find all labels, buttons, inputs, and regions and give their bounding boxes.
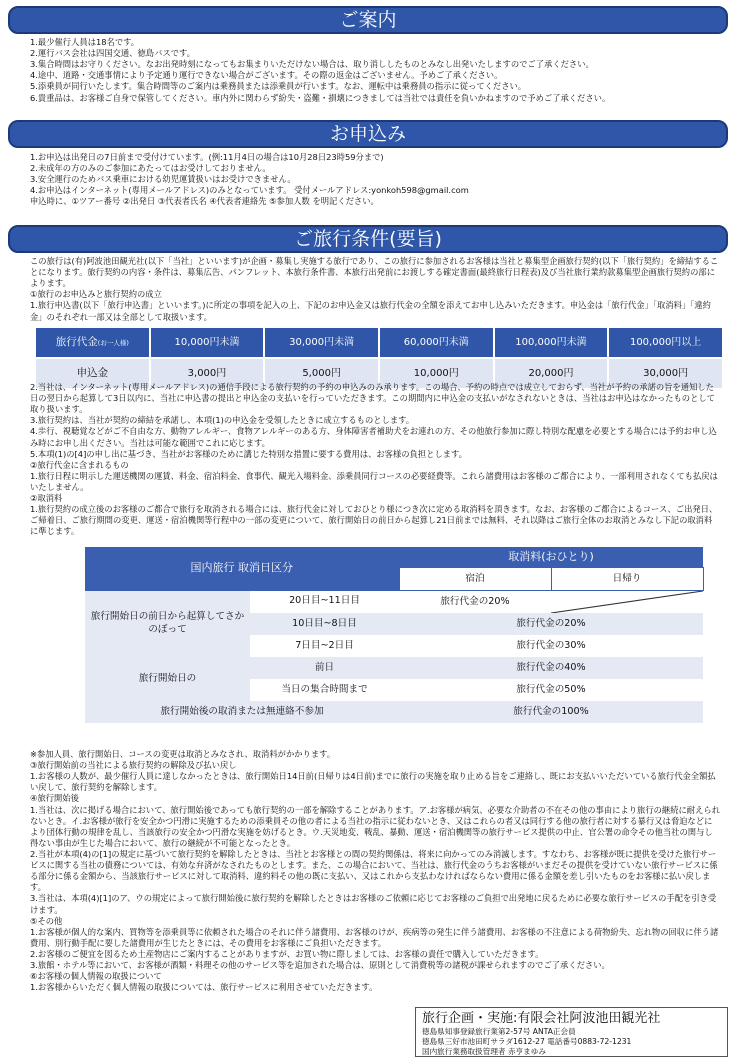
terms-after (30, 749, 720, 993)
cancel-fee: 旅行代金の20% (399, 591, 551, 614)
terms-intro (30, 256, 720, 323)
deposit-cell: 30,000円 (608, 358, 723, 389)
price-cell: 100,000円以上 (608, 327, 723, 358)
terms-paragraph: 1.旅行日程に明示した運送機関の運賃、料金、宿泊料金、食事代、観光入場料金、添乗員同行コースの必要経費等。これら諸費用はお客様のご都合により、一部利用されなくても払戻はいたしません。 (30, 470, 718, 492)
cancel-fee: 旅行代金の40% (399, 657, 703, 679)
deposit-row-label: 申込金 (35, 358, 150, 389)
diagonal-line-icon (551, 591, 703, 613)
guide-item: 2.運行バス会社は四国交通、徳島バスです。 (30, 48, 195, 59)
terms-heading: ②旅行代金に含まれるもの (30, 459, 129, 470)
cancel-group-day: 旅行開始日の (85, 657, 250, 701)
cancel-period: 20日目~11日目 (250, 591, 399, 614)
terms-paragraph: 1.お客様が個人的な案内、買物等を添乗員等に依頼された場合のそれに伴う諸費用、お客様のけが、疾病等の発生に伴う諸費用、お客様の不注意による荷物紛失、忘れ物の回収に伴う諸費用、別行動手配に要した諸費用が生じたときには、その費用をお客様にご負担いただきます。 (30, 926, 719, 948)
guide-item: 1.最少催行人員は18名です。 (30, 37, 140, 47)
price-cell: 100,000円未満 (494, 327, 609, 358)
apply-list (30, 152, 720, 208)
deposit-cell: 20,000円 (494, 358, 609, 389)
terms-banner (8, 225, 728, 253)
cancel-sub-day: 日帰り (551, 568, 703, 591)
company-name: 旅行企画・実施:有限会社阿波池田観光社 (422, 1011, 661, 1026)
cancel-period: 前日 (250, 657, 399, 679)
guide-list (30, 37, 720, 104)
guide-item: 6.貴重品は、お客様ご自身で保管してください。車内外に関わらず紛失・盗難・損壊につきましては当社では責任を負いかねますので予めご了承ください。 (30, 92, 611, 103)
terms-paragraph: 1.当社は、次に掲げる場合において、旅行開始後であっても旅行契約の一部を解除することがあります。ア.お客様が病気、必要な介助者の不在その他の事由により旅行の継続に耐えられないとき。イ.お客様が旅行を安全かつ円滑に実施するための添乗員その他の者による当社の指示に従わないとき、又はこれらの者又は同行する他の旅行者に対する暴行又は脅迫などにより団体行動の規律を乱し、当該旅行の安全かつ円滑な実施を妨げるとき。ウ.天災地変、戦乱、暴動、運送・宿泊機関等の旅行サービス提供の中止、官公署の命令その他当社の関与し得ない事由が生じた場合において、旅行の継続が不可能となったとき。 (30, 804, 720, 848)
cancel-period: 10日目~8日目 (250, 613, 399, 635)
price-cell: 10,000円未満 (150, 327, 265, 358)
deposit-cell: 10,000円 (379, 358, 494, 389)
terms-note: ※参加人員、旅行開始日、コースの変更は取消とみなされ、取消料がかかります。 (30, 749, 336, 759)
company-address: 徳島県三好市池田町サラダ1612-27 電話番号0883-72-1231 (422, 1037, 632, 1046)
guide-item: 5.添乗員が同行いたします。集合時間等のご案内は乗務員または添乗員が行います。なお、運転中は乗務員の指示に従ってください。 (30, 81, 527, 92)
price-cell: 60,000円未満 (379, 327, 494, 358)
cancellation-fee-table (85, 547, 704, 723)
terms-heading: ⑤その他 (30, 915, 63, 926)
terms-paragraph: 5.本項(1)の[4]の申し出に基づき、当社がお客様のために講じた特別な措置に要する費用は、お客様の負担とします。 (30, 448, 467, 459)
company-info-box (415, 1007, 728, 1057)
terms-paragraph: 1.旅行契約の成立後のお客様のご都合で旅行を取消される場合には、旅行代金に対しておひとり様につき次に定める取消料を頂きます。なお、お客様のご都合によるコース、ご出発日、ご帰着日、ご旅行期間の変更、運送・宿泊機関等行程中の一部の変更について、旅行開始日の前日から起算し21日前までは無料、それ以降はご旅行全体のお取消とみなし下記の取消料に準じます。 (30, 504, 718, 537)
deposit-cell: 3,000円 (150, 358, 265, 389)
company-manager: 国内旅行業務取扱管理者 赤亨まゆみ (422, 1047, 546, 1056)
price-row-label-note: (お一人様) (97, 339, 129, 348)
guide-item: 3.集合時間はお守りください。なお出発時刻になってもお集まりいただけない場合は、取り消ししたものとみなし出発いたしますのでご了承ください。 (30, 59, 594, 70)
guide-banner (8, 6, 728, 34)
terms-heading: ③旅行開始前の当社による旅行契約の解除及び払い戻し (30, 760, 237, 771)
apply-item: 1.お申込は出発日の7日前まで受付けています。(例:11月4日の場合は10月28日23時59分まで) (30, 152, 384, 162)
terms-paragraph: この旅行は(有)阿波池田観光社(以下「当社」といいます)が企画・募集し実施する旅行であり、この旅行に参加されるお客様は当社と募集型企画旅行契約(以下「旅行契約」を締結することになります。旅行契約の内容・条件は、募集広告、パンフレット、本旅行条件書、本旅行出発前にお渡しする確定書面(最終旅行日程表)及び当社旅行業約款募集型企画旅行契約の部によります。 (30, 256, 719, 289)
price-row-label: 旅行代金(お一人様) (35, 327, 150, 358)
terms-paragraph: 1.お客様の人数が、最少催行人員に達しなかったときは、旅行開始日14日前(日帰りは4日前)までに旅行の実施を取り止める旨をご連絡し、既にお支払いいただいている旅行代金全額払い戻して、旅行契約を解除します。 (30, 771, 716, 793)
guide-item: 4.途中、道路・交通事情により予定通り運行できない場合がございます。その際の返金はございません。予めご了承ください。 (30, 70, 503, 81)
guide-title: ご案内 (339, 9, 397, 31)
terms-paragraph: 3.旅行契約は、当社が契約の締結を承諾し、本項(1)の申込金を受領したときに成立するものとします。 (30, 415, 415, 426)
terms-paragraph: 2.当社が本項(4)の[1]の規定に基づいて旅行契約を解除したときは、当社とお客様との間の契約関係は、将来に向かってのみ消滅します。すなわち、お客様が既に提供を受けた旅行サービスに関する当社の債務については、有効な弁済がなされたものとします。また、この場合において、当社は、旅行代金のうちお客様がいまだその提供を受けていない旅行サービスに係る部分に係る金額から、当該旅行サービスに対して取消料、違約料その他の既に支払い、又はこれから支払わなければならない費用に係る金額を差し引いたものをお客様に払い戻します。 (30, 848, 718, 893)
apply-title: お申込み (329, 123, 406, 145)
apply-item: 申込時に、①ツアー番号 ②出発日 ③代表者氏名 ④代表者連絡先 ⑤参加人数 を明記ください。 (30, 196, 379, 207)
price-cell: 30,000円未満 (264, 327, 379, 358)
cancel-fee: 旅行代金の20% (399, 613, 703, 635)
cancel-header-left: 国内旅行 取消日区分 (85, 547, 399, 591)
apply-banner (8, 120, 728, 148)
terms-heading: ⑥お客様の個人情報の取扱について (30, 971, 162, 982)
cancel-fee: 旅行代金の50% (399, 679, 703, 701)
deposit-table (34, 326, 724, 390)
apply-item: 3.安全運行のためバス乗車における幼児運賃扱いはお受けできません。 (30, 174, 296, 185)
cancel-period: 7日目~2日目 (250, 635, 399, 657)
terms-paragraph: 3.旅館・ホテル等において、お客様が酒類・料理その他のサービス等を追加された場合は、原則として消費税等の諸税が課せられますのでご了承ください。 (30, 960, 610, 971)
cancel-sub-stay: 宿泊 (399, 568, 551, 591)
terms-heading: ①旅行のお申込みと旅行契約の成立 (30, 289, 162, 300)
cancel-period: 当日の集合時間まで (250, 679, 399, 701)
terms-paragraph: 4.歩行、視聴覚などがご不自由な方、動物アレルギー、食物アレルギーのある方、身体障害者補助犬をお連れの方、その他旅行参加に際し特別な配慮を必要とする場合には予約お申し込み時にお申し出ください。当社は可能な範囲でこれに応じます。 (30, 426, 717, 448)
terms-middle (30, 382, 720, 538)
terms-paragraph: 3.当社は、本項(4)[1]のア、ウの規定によって旅行開始後に旅行契約を解除したときはお客様のご依頼に応じてお客様のご負担で出発地に戻るために必要な旅行サービスの手配を引き受けます。 (30, 893, 717, 915)
terms-paragraph: 2.当社は、インターネット(専用メールアドレス)の通信手段による旅行契約の予約の申込みのみ承ります。この場合、予約の時点では成立しておらず、当社が予約の承諾の旨を通知した日の翌日から起算して3日以内に、当社に申込書の提出と申込金の支払いを行っていただきます。この期間内に申込金の支払いがなされないときは、当社はお申込はなかったものとして取り扱います。 (30, 382, 715, 415)
cancel-group-before: 旅行開始日の前日から起算してさかのぼって (85, 591, 250, 658)
cancel-header-right: 取消料(おひとり) (399, 547, 703, 568)
apply-item: 2.未成年の方のみのご参加にあたってはお受けしておりません。 (30, 163, 271, 174)
terms-heading: ④旅行開始後 (30, 793, 79, 804)
terms-heading: ②取消料 (30, 493, 63, 504)
terms-paragraph: 1.旅行申込書(以下「旅行申込書」といいます。)に所定の事項を記入の上、下記のお申込金又は旅行代金の全額を添えてお申し込みいただきます。申込金は「旅行代金」「取消料」「違約金」のそれぞれ一部又は全部として取扱います。 (30, 300, 711, 322)
deposit-cell: 5,000円 (264, 358, 379, 389)
cancel-after-start: 旅行開始後の取消または無連絡不参加 (85, 701, 399, 723)
company-registration: 徳島県知事登録旅行業第2-57号 ANTA正会員 (422, 1027, 576, 1036)
terms-paragraph: 2.お客様のご便宜を図るため土産物店にご案内することがありますが、お買い物に際しましては、お客様の責任で購入していただきます。 (30, 948, 544, 959)
cancel-fee-not-applicable (551, 591, 703, 614)
apply-item: 4.お申込はインターネット(専用メールアドレス)のみとなっています。 受付メールアドレス:yonkoh598@gmail.com (30, 185, 469, 196)
cancel-fee: 旅行代金の30% (399, 635, 703, 657)
cancel-fee: 旅行代金の100% (399, 701, 703, 723)
terms-title: ご旅行条件(要旨) (294, 228, 442, 250)
terms-paragraph: 1.お客様からいただく個人情報の取扱については、旅行サービスに利用させていただきます。 (30, 982, 378, 993)
